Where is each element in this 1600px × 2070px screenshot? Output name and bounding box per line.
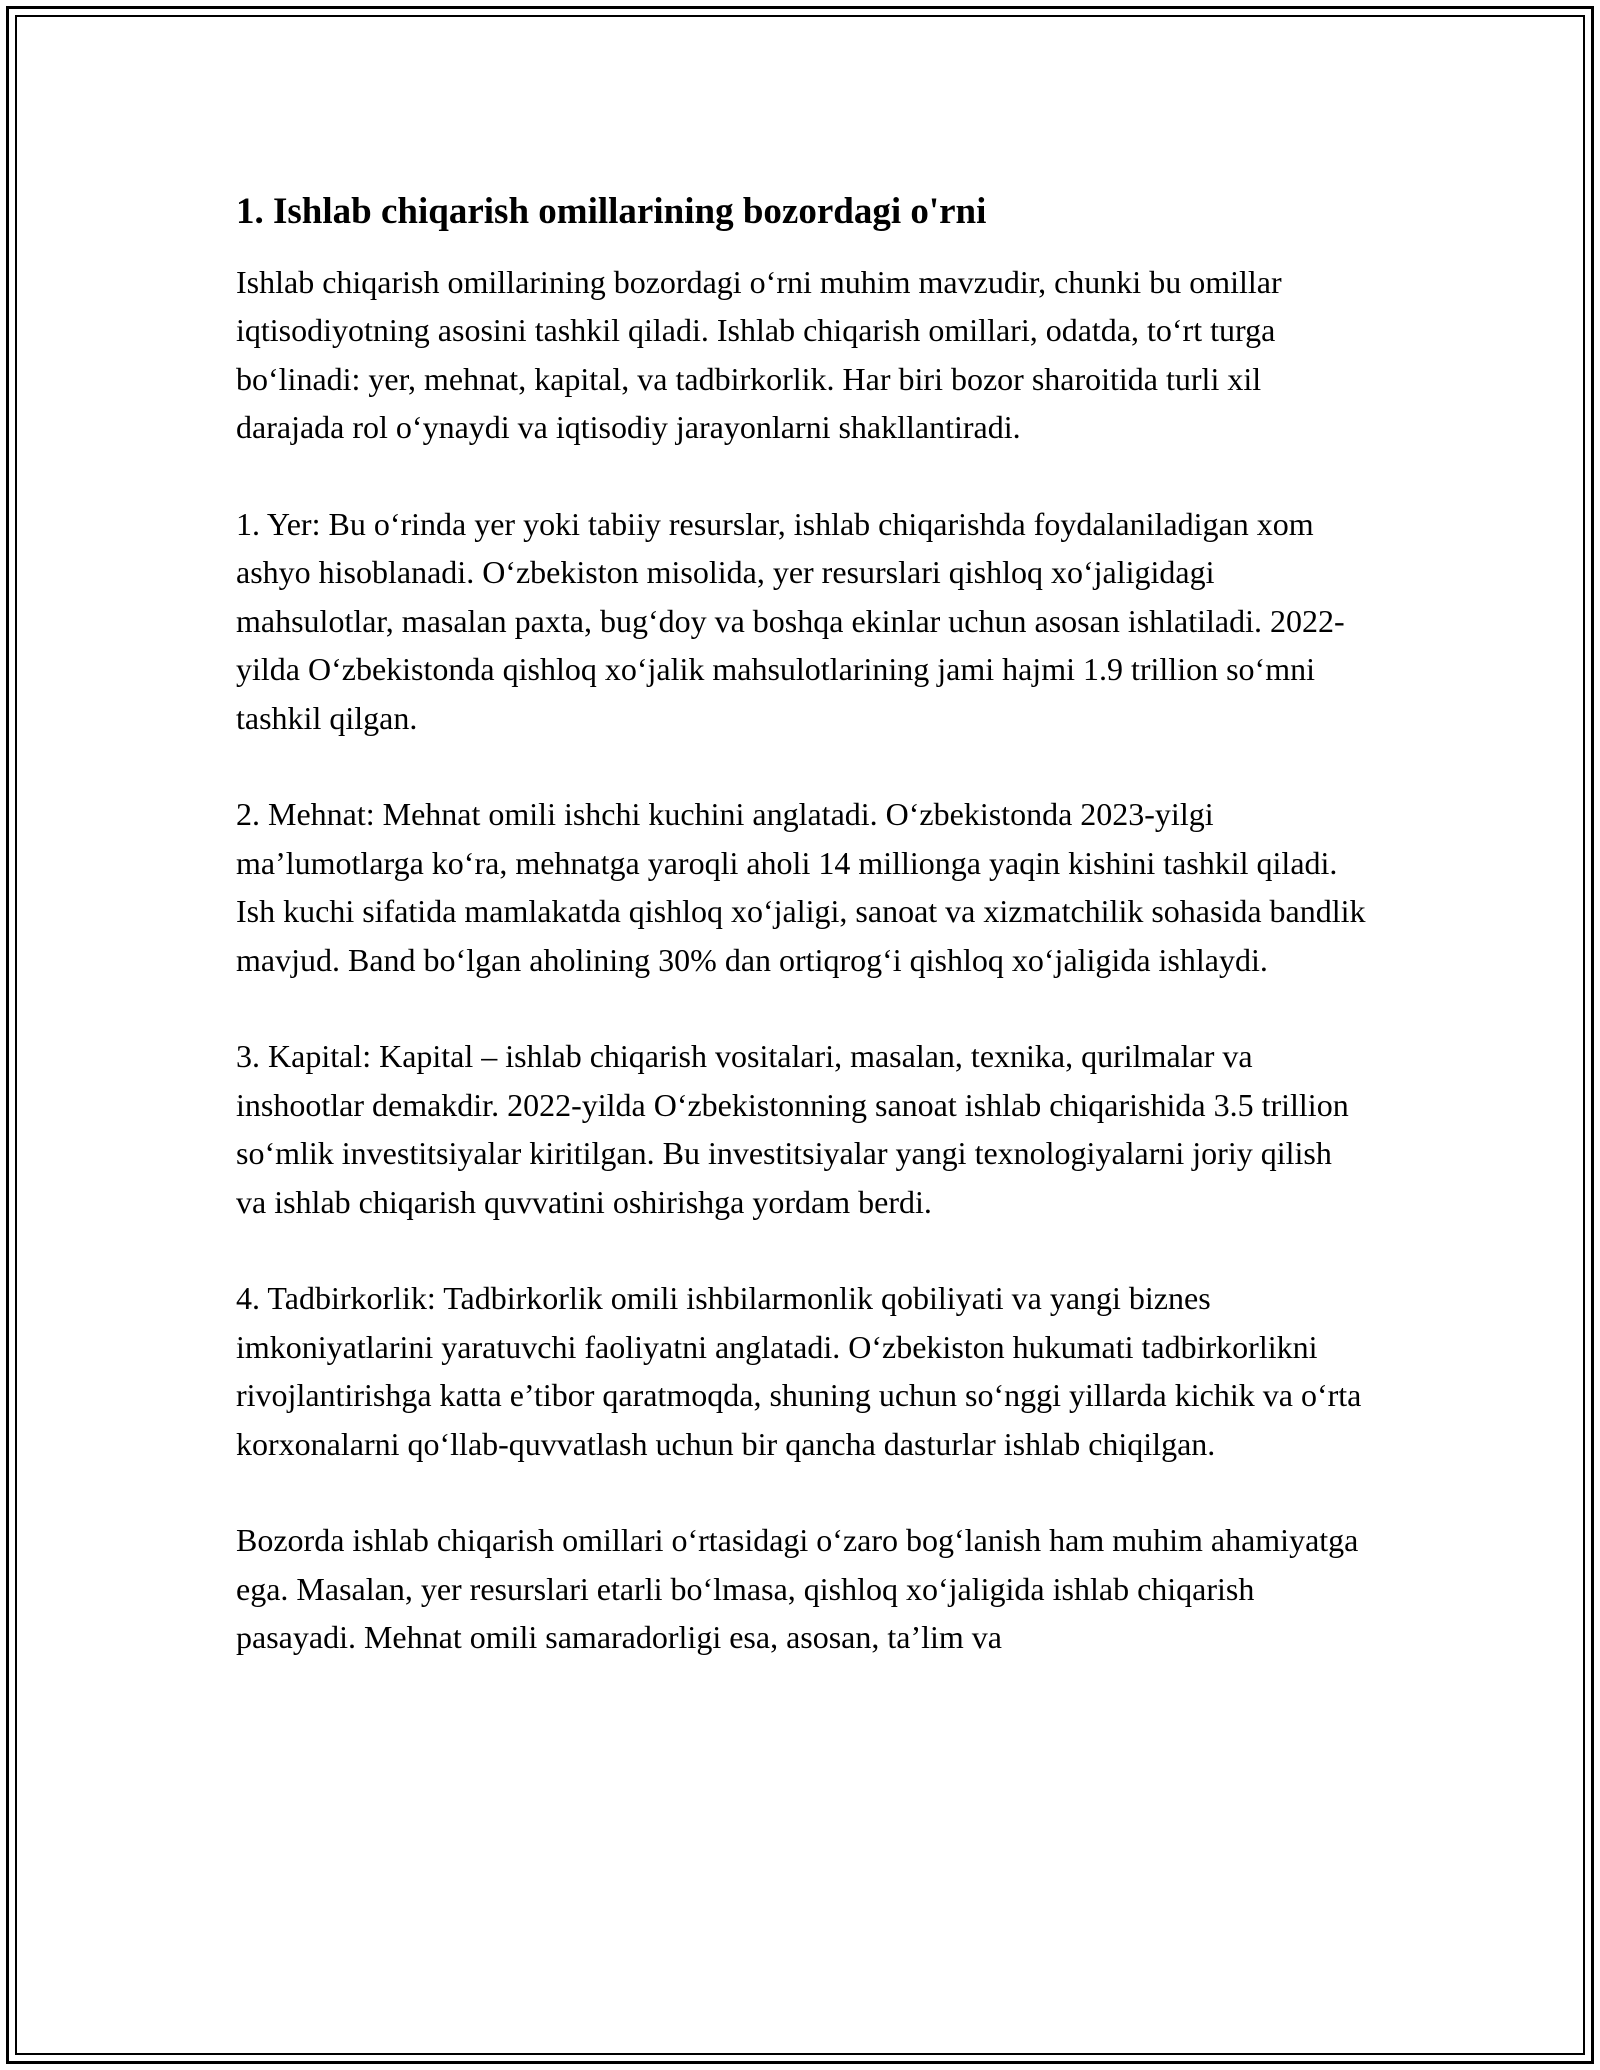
section-heading: 1. Ishlab chiqarish omillarining bozordagi o'rni [236,191,987,232]
document-body [236,188,1366,1710]
paragraph-mehnat: 2. Mehnat: Mehnat omili ishchi kuchini anglatadi. O‘zbekistonda 2023-yilgi ma’lumotlarga ko‘ra, mehnatga yaroqli aholi 14 millionga yaqin kishini tashkil qiladi. Ish kuchi sifatida mamlakatda qishloq xo‘jaligi, sanoat va xizmatchilik sohasida bandlik mavjud. Band bo‘lgan aholining 30% dan ortiqrog‘i qishloq xo‘jaligida ishlaydi. [236,796,1366,978]
paragraph-tadbirkorlik: 4. Tadbirkorlik: Tadbirkorlik omili ishbilarmonlik qobiliyati va yangi biznes imkoniyatlarini yaratuvchi faoliyatni anglatadi. O‘zbekiston hukumati tadbirkorlikni rivojlantirishga katta e’tibor qaratmoqda, shuning uchun so‘nggi yillarda kichik va o‘rta korxonalarni qo‘llab-quvvatlash uchun bir qancha dasturlar ishlab chiqilgan. [236,1280,1362,1462]
paragraph-yer: 1. Yer: Bu o‘rinda yer yoki tabiiy resurslar, ishlab chiqarishda foydalaniladigan xom ashyo hisoblanadi. O‘zbekiston misolida, yer resurslari qishloq xo‘jaligidagi mahsulotlar, masalan paxta, bug‘doy va boshqa ekinlar uchun asosan ishlatiladi. 2022-yilda O‘zbekistonda qishloq xo‘jalik mahsulotlarining jami hajmi 1.9 trillion so‘mni tashkil qilgan. [236,506,1345,736]
intro-paragraph: Ishlab chiqarish omillarining bozordagi o‘rni muhim mavzudir, chunki bu omillar iqtisodiyotning asosini tashkil qiladi. Ishlab chiqarish omillari, odatda, to‘rt turga bo‘linadi: yer, mehnat, kapital, va tadbirkorlik. Har biri bozor sharoitida turli xil darajada rol o‘ynaydi va iqtisodiy jarayonlarni shakllantiradi. [236,264,1282,446]
paragraph-bozorda: Bozorda ishlab chiqarish omillari o‘rtasidagi o‘zaro bog‘lanish ham muhim ahamiyatga ega. Masalan, yer resurslari etarli bo‘lmasa, qishloq xo‘jaligida ishlab chiqarish pasayadi. Mehnat omili samaradorligi esa, asosan, ta’lim va [236,1522,1359,1656]
paragraph-kapital: 3. Kapital: Kapital – ishlab chiqarish vositalari, masalan, texnika, qurilmalar va inshootlar demakdir. 2022-yilda O‘zbekistonning sanoat ishlab chiqarishida 3.5 trillion so‘mlik investitsiyalar kiritilgan. Bu investitsiyalar yangi texnologiyalarni joriy qilish va ishlab chiqarish quvvatini oshirishga yordam berdi. [236,1038,1349,1220]
